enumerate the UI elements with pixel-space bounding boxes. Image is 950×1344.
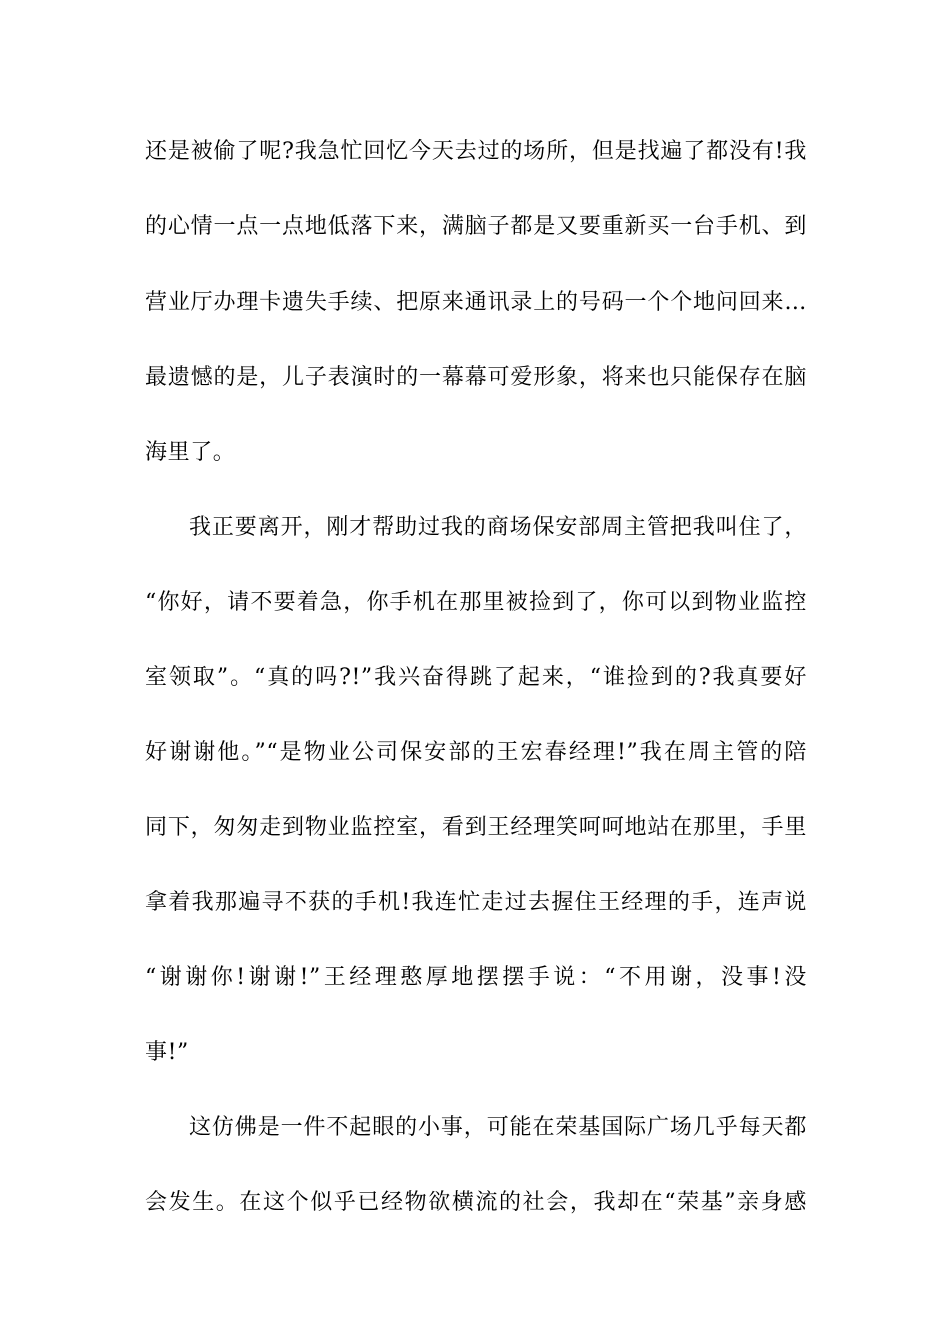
text-line: “你好，请不要着急，你手机在那里被捡到了，你可以到物业监控 (145, 590, 807, 615)
text-line: 同下，匆匆走到物业监控室，看到王经理笑呵呵地站在那里，手里 (145, 815, 807, 840)
text-line: 拿着我那遍寻不获的手机!我连忙走过去握住王经理的手，连声说 (145, 890, 807, 915)
text-line: 好谢谢他。”“是物业公司保安部的王宏春经理!”我在周主管的陪 (145, 740, 807, 765)
text-line: 会发生。在这个似乎已经物欲横流的社会，我却在“荣基”亲身感 (145, 1190, 807, 1215)
text-line: 还是被偷了呢?我急忙回忆今天去过的场所，但是找遍了都没有!我 (145, 139, 807, 164)
text-line: 海里了。 (145, 440, 236, 465)
text-line: 我正要离开，刚才帮助过我的商场保安部周主管把我叫住了， (189, 515, 807, 540)
text-line: 室领取”。“真的吗?!”我兴奋得跳了起来，“谁捡到的?我真要好 (145, 665, 807, 690)
text-line: 的心情一点一点地低落下来，满脑子都是又要重新买一台手机、到 (145, 214, 807, 239)
text-line: 事!” (145, 1040, 189, 1065)
text-line: “谢谢你!谢谢!”王经理憨厚地摆摆手说：“不用谢，没事!没 (145, 965, 807, 990)
text-line: 这仿佛是一件不起眼的小事，可能在荣基国际广场几乎每天都 (189, 1115, 807, 1140)
text-line: 营业厅办理卡遗失手续、把原来通讯录上的号码一个个地问回来… (145, 290, 807, 315)
text-line: 最遗憾的是，儿子表演时的一幕幕可爱形象，将来也只能保存在脑 (145, 365, 807, 390)
